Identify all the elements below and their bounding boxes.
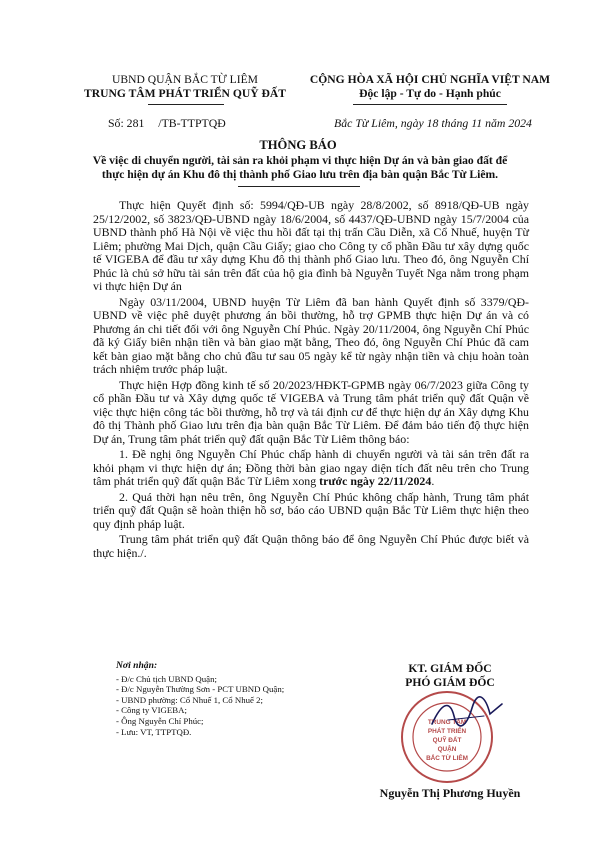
stamp-text-line: QUỸ ĐẤT xyxy=(432,737,462,744)
recipient-item: - Đ/c Nguyễn Thường Sơn - PCT UBND Quận; xyxy=(116,684,285,695)
stamp-text-line: QUẬN xyxy=(437,746,457,753)
issue-date: Bắc Từ Liêm, ngày 18 tháng 11 năm 2024 xyxy=(334,116,532,130)
paragraph-2: Ngày 03/11/2004, UBND huyện Từ Liêm đã ban hành Quyết định số 3379/QĐ-UBND về việc phê duyệt phương án bồi thường, hỗ trợ GPMB thực hiện Dự án và có Phương án chi tiết đối với ông Nguyễn Chí Phúc. Ngày 20/11/2004, ông Nguyễn Chí Phúc đã ký Giấy biên nhận tiền và bàn giao mặt bằng, Theo đó, ông Nguyễn Chí Phúc đã cam kết bàn giao mặt bằng cho chủ đầu tư sau 05 ngày kể từ ngày nhận tiền và chịu hoàn toàn trách nhiệm trước pháp luật. xyxy=(93,294,529,376)
doc-number-prefix: Số: 281 xyxy=(108,116,145,130)
document-subject xyxy=(60,154,540,182)
item-1-end: . xyxy=(431,474,435,488)
recipient-item: - UBND phường: Cổ Nhuế 1, Cổ Nhuế 2; xyxy=(116,694,263,705)
handwritten-signature xyxy=(428,694,508,734)
agency-name xyxy=(80,73,290,101)
agency-unit: TRUNG TÂM PHÁT TRIỂN QUỸ ĐẤT xyxy=(84,87,286,100)
signature-block xyxy=(360,662,540,690)
signer-name: Nguyễn Thị Phương Huyền xyxy=(379,786,521,800)
recipient-item: - Công ty VIGEBA; xyxy=(116,705,187,716)
paragraph-item-1 xyxy=(93,448,529,489)
item-1-deadline: trước ngày 22/11/2024 xyxy=(319,474,432,488)
subject-line-2: thực hiện dự án Khu đô thị thành phố Giao lưu trên địa bàn quận Bắc Từ Liêm. xyxy=(101,168,499,181)
document-body xyxy=(93,199,529,562)
motto-underline xyxy=(353,104,507,105)
document-number xyxy=(108,116,226,131)
subject-line-1: Về việc di chuyển người, tài sản ra khỏi phạm vi thực hiện Dự án và bàn giao đất để xyxy=(92,154,508,167)
recipient-item: - Ông Nguyễn Chí Phúc; xyxy=(116,715,204,726)
item-1-text: 1. Đề nghị ông Nguyễn Chí Phúc chấp hành di chuyển người và tài sản trên đất ra khỏi phạm vi thực hiện dự án; Đồng thời bàn giao ngay diện tích đất nêu trên cho Trung tâm phát triển quỹ đất quận Bắc Từ Liêm xong xyxy=(93,447,529,488)
doc-number-suffix: /TB-TTPTQĐ xyxy=(158,116,226,130)
agency-underline xyxy=(148,104,224,105)
paragraph-3: Thực hiện Hợp đồng kinh tế số 20/2023/HĐKT-GPMB ngày 06/7/2023 giữa Công ty cổ phần Đầu tư và Xây dựng quốc tế VIGEBA và Trung tâm phát triển quỹ đất Quận về việc thực hiện công tác bồi thường, hỗ trợ và tái định cư để thực hiện dự án Xây dựng Khu đô thị Thành phố Giao lưu trên địa bàn quận Bắc Từ Liêm. Để đảm bảo tiến độ thực hiện Dự án, Trung tâm phát triển quỹ đất quận Bắc Từ Liêm thông báo: xyxy=(93,377,529,446)
subject-underline xyxy=(238,186,360,187)
recipient-item: - Đ/c Chủ tịch UBND Quận; xyxy=(116,673,217,684)
paragraph-1: Thực hiện Quyết định số: 5994/QĐ-UB ngày 28/8/2002, số 8918/QĐ-UB ngày 25/12/2002, số 3823/QĐ-UBND ngày 18/6/2004, số 4437/QĐ-UBND ngày 15/7/2004 của UBND thành phố Hà Nội về việc thu hồi đất tại thị trấn Cầu Diễn, xã Cổ Nhuế, huyện Từ Liêm; phường Mai Dịch, quận Cầu Giấy; giao cho Công ty cổ phần Đầu tư xây dựng quốc tế VIGEBA để đầu tư xây dựng Khu đô thị thành phố Giao lưu. Theo đó, ông Nguyễn Chí Phúc là chủ sở hữu tài sản trên đất của hộ gia đình bà Nguyễn Tuyết Nga nằm trong phạm vi thực hiện Dự án xyxy=(93,198,529,293)
signer-title: PHÓ GIÁM ĐỐC xyxy=(405,676,495,689)
paragraph-item-2: 2. Quá thời hạn nêu trên, ông Nguyễn Chí Phúc không chấp hành, Trung tâm phát triển quỹ đất Quận sẽ hoàn thiện hồ sơ, báo cáo UBND quận Bắc Từ Liêm thực hiện theo quy định pháp luật. xyxy=(93,489,529,531)
recipients-list xyxy=(116,661,284,737)
recipient-item: - Lưu: VT, TTPTQĐ. xyxy=(116,726,192,737)
document-title: THÔNG BÁO xyxy=(259,138,337,152)
recipients-title: Nơi nhận: xyxy=(116,660,158,671)
national-motto xyxy=(292,73,568,101)
agency-parent: UBND QUẬN BẮC TỪ LIÊM xyxy=(112,73,258,86)
nation-name: CỘNG HÒA XÃ HỘI CHỦ NGHĨA VIỆT NAM xyxy=(309,73,551,86)
paragraph-closing: Trung tâm phát triển quỹ đất Quận thông báo để ông Nguyễn Chí Phúc được biết và thực hiện./. xyxy=(93,532,529,560)
nation-slogan: Độc lập - Tự do - Hạnh phúc xyxy=(359,87,501,100)
signer-authority: KT. GIÁM ĐỐC xyxy=(408,662,492,675)
stamp-text-line: TRUNG TÂM xyxy=(427,719,467,726)
stamp-text-line: PHÁT TRIỂN xyxy=(427,728,467,735)
stamp-text-line: BẮC TỪ LIÊM xyxy=(426,755,468,762)
